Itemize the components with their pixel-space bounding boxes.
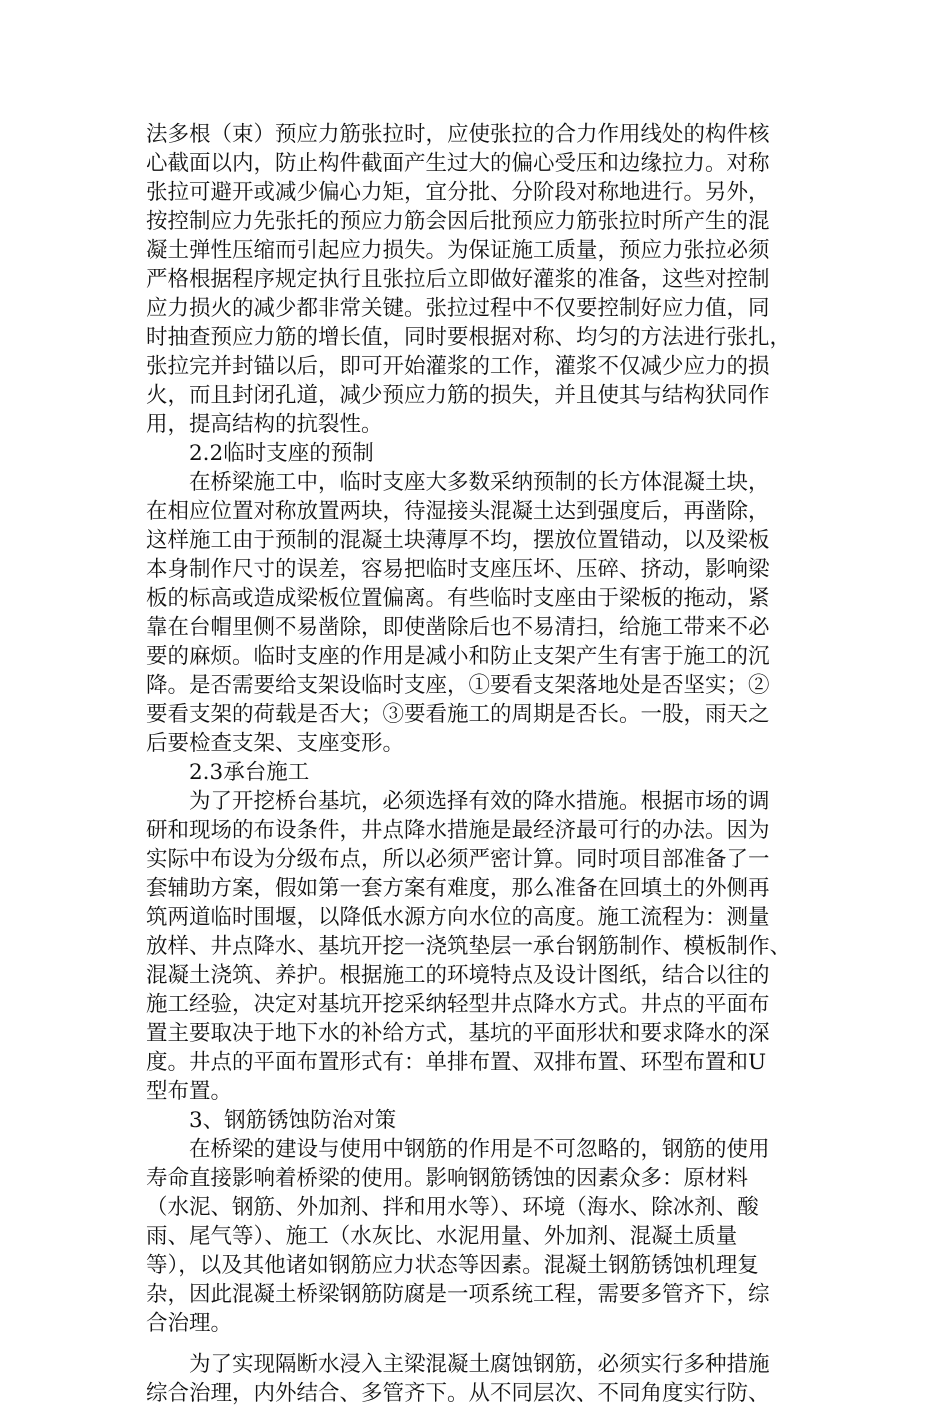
text-line: 型布置。 [146, 1079, 233, 1104]
text-line: 这样施工由于预制的混凝土块薄厚不均，摆放位置错动，以及梁板 [146, 528, 770, 553]
text-line: 后要检查支架、支座变形。 [146, 731, 405, 756]
text-line: 在桥梁的建设与使用中钢筋的作用是不可忽略的，钢筋的使用 [189, 1137, 770, 1162]
text-line: 度。井点的平面布置形式有：单排布置、双排布置、环型布置和U [146, 1050, 767, 1075]
text-line: 应力损火的减少都非常关键。张拉过程中不仅要控制好应力值，同 [146, 296, 770, 321]
text-line: 法多根（束）预应力筋张拉时，应使张拉的合力作用线处的构件核 [146, 122, 770, 147]
text-line: 火，而且封闭孔道，减少预应力筋的损失，并且使其与结构犾同作 [146, 383, 770, 408]
text-line: 施工经验，决定对基坑开挖采纳轻型井点降水方式。井点的平面布 [146, 992, 770, 1017]
text-line: 用，提高结构的抗裂性。 [146, 412, 383, 437]
text-line: 2.3承台施工 [189, 760, 310, 785]
text-line: 本身制作尺寸的误差，容易把临时支座压坏、压碎、挤动，影响梁 [146, 557, 770, 582]
text-line: 2.2临时支座的预制 [189, 441, 374, 466]
text-line: 要看支架的荷载是否大；③要看施工的周期是否长。一股，雨天之 [146, 702, 770, 727]
text-line: 放样、井点降水、基坑开挖一浇筑垫层一承台钢筋制作、模板制作、 [146, 934, 792, 959]
text-line: 在桥梁施工中，临时支座大多数采纳预制的长方体混凝土块， [189, 470, 770, 495]
text-line: 为了开挖桥台基坑，必须选择有效的降水措施。根据市场的调 [189, 789, 770, 814]
text-line: 降。是否需要给支架设临时支座，①要看支架落地处是否坚实；② [146, 673, 770, 698]
text-line: 为了实现隔断水浸入主梁混凝土腐蚀钢筋，必须实行多种措施 [189, 1352, 770, 1377]
text-line: 张拉完并封锚以后，即可开始灌浆的工作，灌浆不仅减少应力的损 [146, 354, 770, 379]
text-line: 置主要取决于地下水的补给方式，基坑的平面形状和要求降水的深 [146, 1021, 770, 1046]
text-line: 3、钢筋锈蚀防治对策 [189, 1108, 397, 1133]
text-line: 杂，因此混凝土桥梁钢筋防腐是一项系统工程，需要多管齐下，综 [146, 1282, 770, 1307]
text-line: 筑两道临时围堰，以降低水源方向水位的高度。施工流程为：测量 [146, 905, 770, 930]
text-line: 等），以及其他诸如钢筋应力状态等因素。混凝土钢筋锈蚀机理复 [146, 1253, 759, 1278]
text-line: 严格根据程序规定执行且张拉后立即做好灌浆的准备，这些对控制 [146, 267, 770, 292]
text-line: 实际中布设为分级布点，所以必须严密计算。同时项目部准备了一 [146, 847, 770, 872]
document-body [146, 120, 806, 1408]
text-line: 合治理。 [146, 1311, 233, 1336]
text-line: 混凝土浇筑、养护。根据施工的环境特点及设计图纸，结合以往的 [146, 963, 770, 988]
text-line: （水泥、钢筋、外加剂、拌和用水等）、环境（海水、除冰剂、酸 [146, 1195, 759, 1220]
text-line: 板的标高或造成梁板位置偏离。有些临时支座由于梁板的拖动，紧 [146, 586, 770, 611]
text-line: 时抽查预应力筋的增长值，同时要根据对称、均匀的方法进行张扎， [146, 325, 792, 350]
text-line: 张拉可避开或减少偏心力矩，宜分批、分阶段对称地进行。另外， [146, 180, 770, 205]
text-line: 要的麻烦。临时支座的作用是减小和防止支架产生有害于施工的沉 [146, 644, 770, 669]
text-line: 凝土弹性压缩而引起应力损失。为保证施工质量，预应力张拉必须 [146, 238, 770, 263]
text-line: 在相应位置对称放置两块，待湿接头混凝土达到强度后，再凿除， [146, 499, 770, 524]
paragraph-gap [146, 1338, 806, 1350]
text-line: 雨、尾气等）、施工（水灰比、水泥用量、外加剂、混凝土质量 [146, 1224, 738, 1249]
text-line: 综合治理，内外结合、多管齐下。从不同层次、不同角度实行防、 [146, 1381, 770, 1406]
text-line: 靠在台帽里侧不易凿除，即使凿除后也不易清扫，给施工带来不必 [146, 615, 770, 640]
text-line: 套辅助方案，假如第一套方案有难度，那么准备在回填土的外侧再 [146, 876, 770, 901]
text-line: 研和现场的布设条件，井点降水措施是最经济最可行的办法。因为 [146, 818, 770, 843]
text-line: 按控制应力先张托的预应力筋会因后批预应力筋张拉时所产生的混 [146, 209, 770, 234]
text-line: 心截面以内，防止构件截面产生过大的偏心受压和边缘拉力。对称 [146, 151, 770, 176]
text-line: 寿命直接影响着桥梁的使用。影响钢筋锈蚀的因素众多：原材料 [146, 1166, 749, 1191]
